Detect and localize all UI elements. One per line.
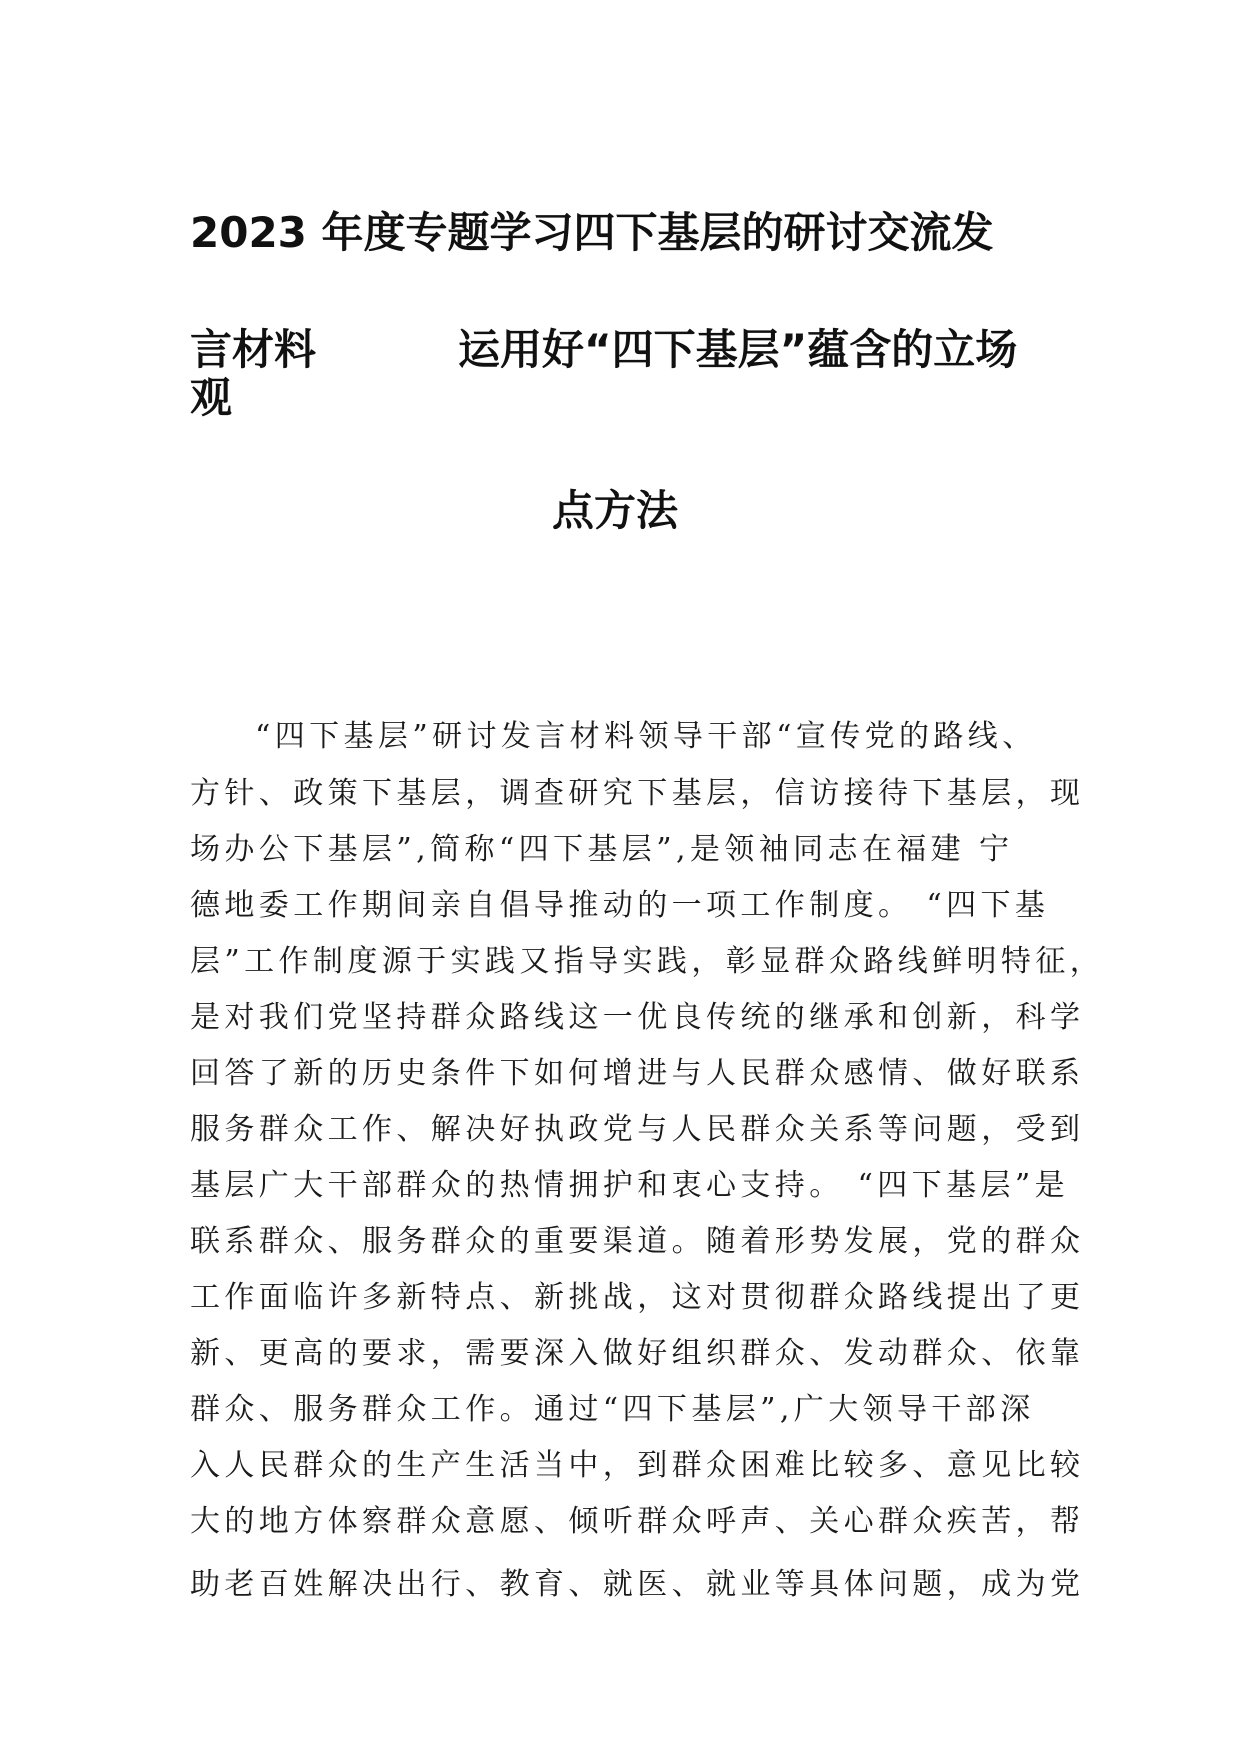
- body-line: 是对我们党坚持群众路线这一优良传统的继承和创新，科学: [190, 1000, 1085, 1035]
- body-line: 基层广大干部群众的热情拥护和衷心支持。 “四下基层”是: [190, 1168, 1070, 1203]
- body-line: 入人民群众的生产生活当中，到群众困难比较多、意见比较: [190, 1448, 1085, 1483]
- body-line: 联系群众、服务群众的重要渠道。随着形势发展，党的群众: [190, 1224, 1085, 1259]
- title-line-1: 2023 年度专题学习四下基层的研讨交流发: [190, 208, 994, 257]
- body-line: 方针、政策下基层，调查研究下基层，信访接待下基层，现: [190, 776, 1085, 811]
- body-line: 服务群众工作、解决好执政党与人民群众关系等问题，受到: [190, 1112, 1085, 1147]
- body-line: “四下基层”研讨发言材料领导干部“宣传党的路线、: [255, 719, 1037, 754]
- body-line: 大的地方体察群众意愿、倾听群众呼声、关心群众疾苦，帮: [190, 1504, 1085, 1539]
- body-line: 德地委工作期间亲自倡导推动的一项工作制度。 “四下基: [190, 888, 1050, 923]
- title-line-3: 观: [190, 373, 233, 422]
- title-line-2-left: 言材料: [190, 325, 317, 374]
- body-line: 工作面临许多新特点、新挑战，这对贯彻群众路线提出了更: [190, 1280, 1085, 1315]
- body-line: 层”工作制度源于实践又指导实践，彰显群众路线鲜明特征，: [190, 944, 1105, 979]
- body-line: 新、更高的要求，需要深入做好组织群众、发动群众、依靠: [190, 1336, 1085, 1371]
- body-line: 场办公下基层”,简称“四下基层”,是领袖同志在福建 宁: [190, 832, 1014, 867]
- body-line: 群众、服务群众工作。通过“四下基层”,广大领导干部深: [190, 1392, 1035, 1427]
- title-line-4: 点方法: [552, 486, 679, 535]
- title-line-2-right: 运用好“四下基层”蕴含的立场: [458, 325, 1018, 374]
- body-line: 回答了新的历史条件下如何增进与人民群众感情、做好联系: [190, 1056, 1085, 1091]
- body-line: 助老百姓解决出行、教育、就医、就业等具体问题，成为党: [190, 1567, 1085, 1602]
